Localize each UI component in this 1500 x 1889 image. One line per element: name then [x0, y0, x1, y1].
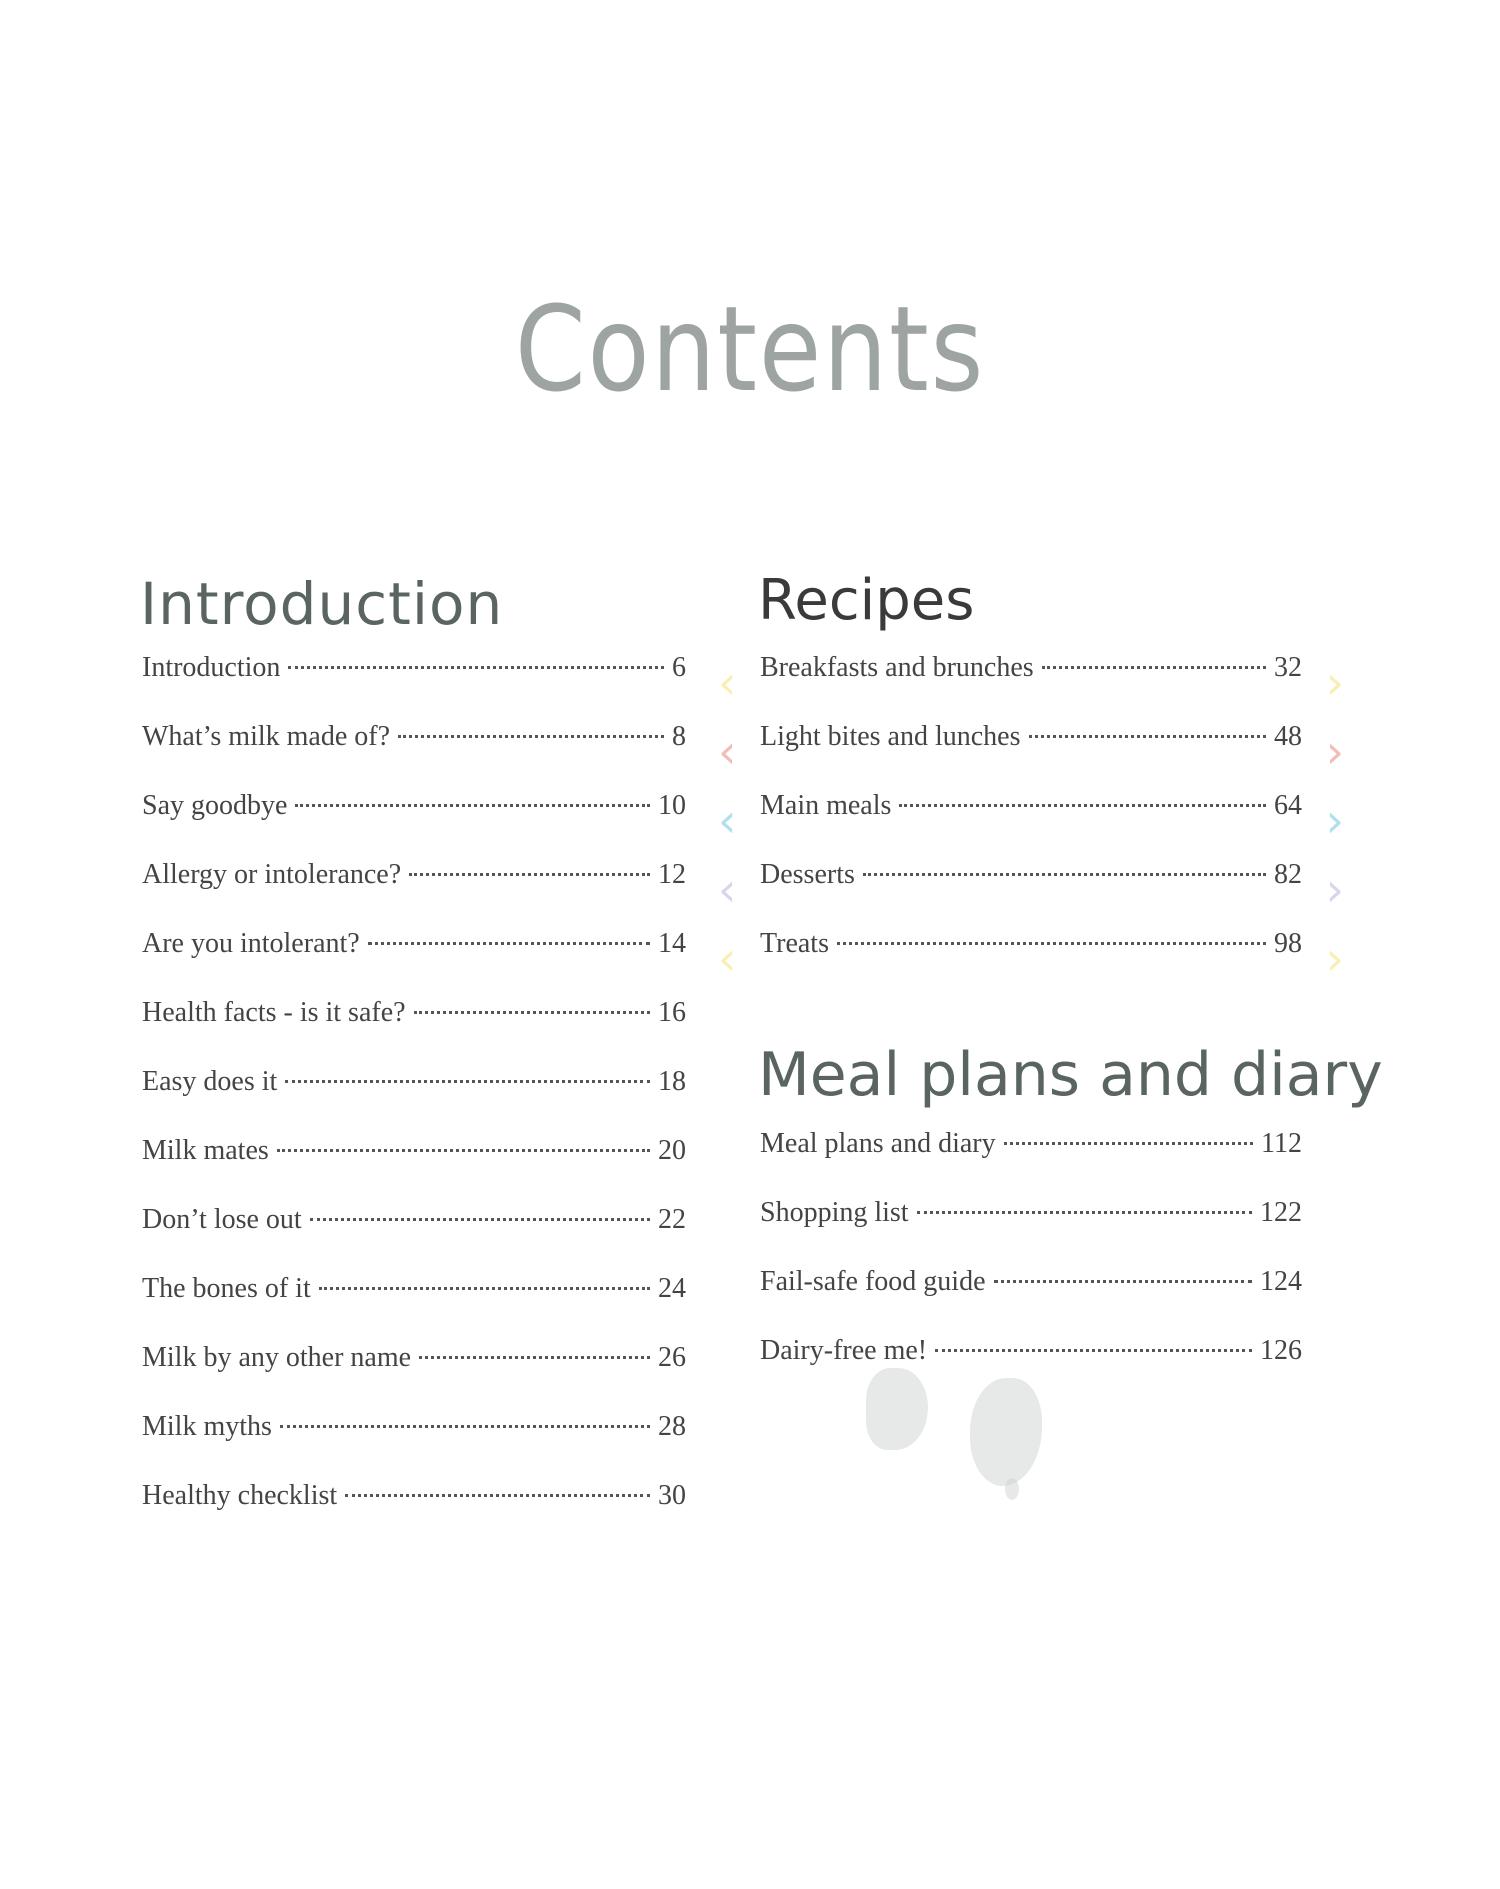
watercolor-splash: [970, 1378, 1042, 1486]
toc-label: What’s milk made of?: [142, 721, 391, 752]
toc-item-health-facts[interactable]: [142, 997, 686, 1066]
chevron-right-icon: ›: [1325, 861, 1344, 916]
dot-leader: [277, 1149, 650, 1152]
page-title: Contents: [514, 280, 986, 418]
dot-leader: [280, 1425, 650, 1428]
recipes-heading: Recipes: [758, 568, 975, 633]
toc-item-dont-lose-out[interactable]: [142, 1204, 686, 1273]
page-number: 32: [1274, 652, 1302, 683]
watercolor-splash: [866, 1368, 928, 1450]
toc-label: Allergy or intolerance?: [142, 859, 402, 890]
page-number: 82: [1274, 859, 1302, 890]
toc-item-whats-milk-made-of[interactable]: [142, 721, 686, 790]
chevron-left-icon: ‹: [718, 930, 737, 985]
toc-item-milk-myths[interactable]: [142, 1411, 686, 1480]
page-number: 22: [658, 1204, 686, 1235]
page-number: 122: [1260, 1197, 1302, 1228]
dot-leader: [319, 1287, 650, 1290]
dot-leader: [863, 873, 1266, 876]
toc-label: Don’t lose out: [142, 1204, 302, 1235]
toc-item-allergy-or-intolerance[interactable]: [142, 859, 686, 928]
toc-item-shopping-list[interactable]: [760, 1197, 1302, 1266]
toc-label: Milk mates: [142, 1135, 269, 1166]
toc-label: Milk by any other name: [142, 1342, 412, 1373]
dot-leader: [994, 1280, 1253, 1283]
toc-item-treats[interactable]: [718, 928, 1344, 997]
page-number: 16: [658, 997, 686, 1028]
toc-label: Dairy-free me!: [760, 1335, 928, 1366]
dot-leader: [837, 942, 1266, 945]
dot-leader: [310, 1218, 650, 1221]
dot-leader: [935, 1349, 1252, 1352]
page-number: 10: [658, 790, 686, 821]
recipes-list: [718, 652, 1344, 997]
dot-leader: [398, 735, 664, 738]
toc-item-breakfasts-and-brunches[interactable]: [718, 652, 1344, 721]
dot-leader: [288, 666, 664, 669]
toc-item-healthy-checklist[interactable]: [142, 1480, 686, 1549]
toc-item-easy-does-it[interactable]: [142, 1066, 686, 1135]
page-number: 112: [1261, 1128, 1302, 1159]
toc-label: Breakfasts and brunches: [760, 652, 1034, 683]
dot-leader: [1029, 735, 1266, 738]
page-number: 48: [1274, 721, 1302, 752]
toc-item-are-you-intolerant[interactable]: [142, 928, 686, 997]
toc-label: Easy does it: [142, 1066, 278, 1097]
toc-label: The bones of it: [142, 1273, 311, 1304]
page-number: 14: [658, 928, 686, 959]
toc-label: Light bites and lunches: [760, 721, 1021, 752]
dot-leader: [295, 804, 650, 807]
dot-leader: [414, 1011, 650, 1014]
page-number: 24: [658, 1273, 686, 1304]
meal-plans-list: [760, 1128, 1302, 1404]
toc-item-fail-safe-food-guide[interactable]: [760, 1266, 1302, 1335]
toc-label: Desserts: [760, 859, 855, 890]
chevron-right-icon: ›: [1325, 723, 1344, 778]
page-number: 98: [1274, 928, 1302, 959]
toc-label: Say goodbye: [142, 790, 288, 821]
toc-item-milk-by-any-other-name[interactable]: [142, 1342, 686, 1411]
watercolor-splash: [1005, 1478, 1019, 1500]
toc-label: Are you intolerant?: [142, 928, 360, 959]
toc-item-milk-mates[interactable]: [142, 1135, 686, 1204]
toc-item-introduction[interactable]: [142, 652, 686, 721]
toc-label: Meal plans and diary: [760, 1128, 996, 1159]
page-number: 18: [658, 1066, 686, 1097]
dot-leader: [419, 1356, 650, 1359]
toc-item-main-meals[interactable]: [718, 790, 1344, 859]
chevron-left-icon: ‹: [718, 861, 737, 916]
toc-item-light-bites-and-lunches[interactable]: [718, 721, 1344, 790]
toc-label: Introduction: [142, 652, 281, 683]
toc-label: Treats: [760, 928, 829, 959]
page-number: 6: [672, 652, 686, 683]
toc-item-the-bones-of-it[interactable]: [142, 1273, 686, 1342]
dot-leader: [917, 1211, 1252, 1214]
toc-label: Fail-safe food guide: [760, 1266, 986, 1297]
toc-label: Healthy checklist: [142, 1480, 338, 1511]
dot-leader: [899, 804, 1266, 807]
page-number: 20: [658, 1135, 686, 1166]
introduction-heading: Introduction: [140, 570, 504, 638]
toc-label: Main meals: [760, 790, 892, 821]
chevron-right-icon: ›: [1325, 654, 1344, 709]
page-number: 8: [672, 721, 686, 752]
page-number: 124: [1260, 1266, 1302, 1297]
page-number: 64: [1274, 790, 1302, 821]
page-number: 26: [658, 1342, 686, 1373]
toc-label: Health facts - is it safe?: [142, 997, 406, 1028]
chevron-left-icon: ‹: [718, 723, 737, 778]
toc-label: Shopping list: [760, 1197, 909, 1228]
chevron-right-icon: ›: [1325, 792, 1344, 847]
dot-leader: [368, 942, 650, 945]
dot-leader: [409, 873, 650, 876]
page-number: 30: [658, 1480, 686, 1511]
chevron-left-icon: ‹: [718, 792, 737, 847]
dot-leader: [1042, 666, 1266, 669]
introduction-list: [142, 652, 686, 1549]
chevron-left-icon: ‹: [718, 654, 737, 709]
toc-item-desserts[interactable]: [718, 859, 1344, 928]
meal-plans-heading: Meal plans and diary: [758, 1040, 1383, 1110]
dot-leader: [285, 1080, 650, 1083]
page-number: 126: [1260, 1335, 1302, 1366]
toc-item-meal-plans-and-diary[interactable]: [760, 1128, 1302, 1197]
page-number: 12: [658, 859, 686, 890]
page-number: 28: [658, 1411, 686, 1442]
chevron-right-icon: ›: [1325, 930, 1344, 985]
dot-leader: [345, 1494, 650, 1497]
toc-item-say-goodbye[interactable]: [142, 790, 686, 859]
toc-label: Milk myths: [142, 1411, 272, 1442]
dot-leader: [1004, 1142, 1253, 1145]
